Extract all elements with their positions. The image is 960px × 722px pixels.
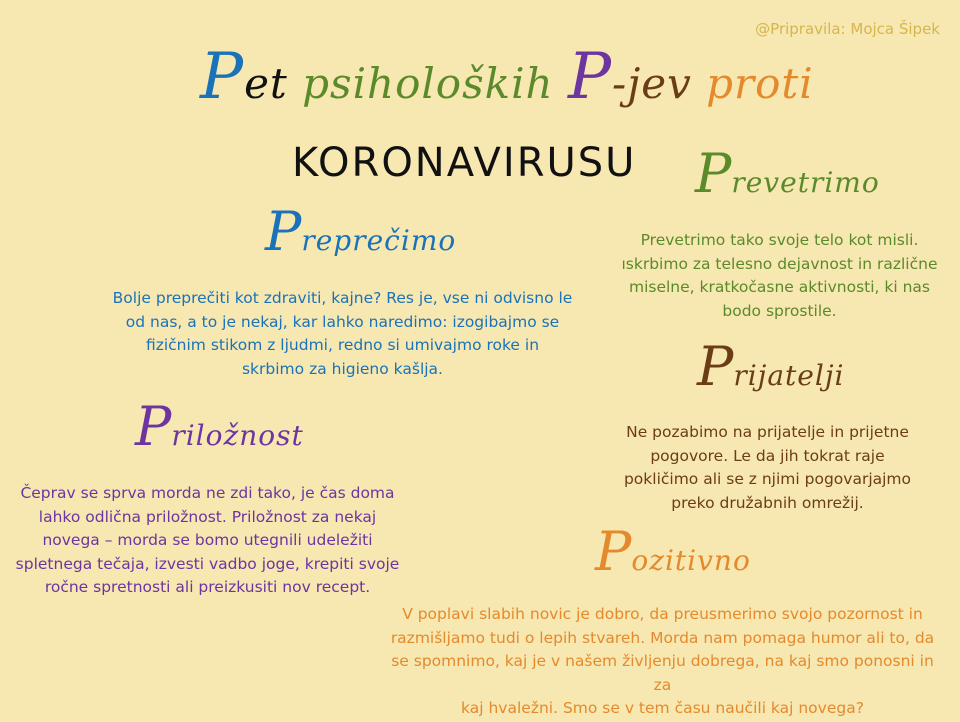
text-line: kaj hvaležni. Smo se v tem času naučili kaj novega? — [461, 699, 864, 717]
text-line: skrbimo za higieno kašlja. — [241, 359, 443, 378]
text-line: fizičnim stikom z ljudmi, redno si umivajmo roke in — [145, 336, 540, 354]
text-line: se spomnimo, kaj je v našem življenju dobrega, na kaj smo ponosni in za — [391, 652, 934, 694]
paragraph-prevetrimo — [612, 229, 947, 323]
heading-prevetrimo-rest: revetrimo — [731, 166, 880, 199]
heading-prijatelji-rest: rijatelji — [733, 359, 845, 392]
title-word-1-cap: P — [200, 40, 245, 114]
text-line: Prevetrimo tako svoje telo kot misli. — [640, 231, 919, 249]
paragraph-preprecimo — [100, 287, 585, 381]
title-word-3-cap: P — [567, 40, 612, 114]
heading-prevetrimo — [695, 142, 880, 205]
page-subtitle: KORONAVIRUSU — [292, 140, 637, 186]
title-word-3-rest: -jev — [612, 59, 692, 108]
text-line: ročne spretnosti ali preizkusiti nov recept. — [44, 578, 371, 596]
text-line: miselne, kratkočasne aktivnosti, ki nas — [628, 278, 930, 296]
title-word-1-rest: et — [244, 59, 288, 108]
text-line: razmišljamo tudi o lepih stvareh. Morda nam pomaga humor ali to, da — [390, 628, 935, 647]
page-title — [200, 40, 814, 114]
paragraph-priloznost — [10, 482, 405, 600]
text-line: preko družabnih omrežij. — [671, 493, 864, 512]
text-line: pogovore. Le da jih tokrat raje — [650, 446, 885, 465]
text-line: novega – morda se bomo utegnili udeležiti — [42, 531, 373, 549]
text-line: spletnega tečaja, izvesti vadbo joge, krepiti svoje — [15, 554, 400, 573]
heading-priloznost-rest: riložnost — [171, 419, 304, 452]
heading-pozitivno — [595, 520, 751, 583]
heading-preprecimo-rest: reprečimo — [301, 224, 457, 257]
title-word-2: psiholoških — [302, 59, 554, 108]
heading-prijatelji-cap: P — [697, 335, 734, 398]
paragraph-pozitivno — [380, 603, 945, 721]
text-line: pokličimo ali se z njimi pogovarjajmo — [623, 470, 912, 488]
heading-prevetrimo-cap: P — [695, 142, 732, 205]
author-credit: @Pripravila: Mojca Šipek — [755, 20, 940, 38]
text-line: Bolje preprečiti kot zdraviti, kajne? Res je, vse ni odvisno le — [112, 289, 573, 307]
text-line: V poplavi slabih novic je dobro, da preusmerimo svojo pozornost in — [402, 605, 923, 623]
heading-preprecimo — [265, 200, 456, 263]
heading-prijatelji — [697, 335, 844, 398]
heading-preprecimo-cap: P — [265, 200, 302, 263]
heading-pozitivno-rest: ozitivno — [631, 544, 751, 577]
text-line: ıskrbimo za telesno dejavnost in različne — [621, 254, 938, 273]
heading-pozitivno-cap: P — [595, 520, 632, 583]
text-line: od nas, a to je nekaj, kar lahko naredimo: izogibajmo se — [125, 312, 560, 331]
text-line: Čeprav se sprva morda ne zdi tako, je čas doma — [20, 484, 395, 502]
text-line: Ne pozabimo na prijatelje in prijetne — [626, 423, 909, 441]
heading-priloznost — [135, 395, 304, 458]
paragraph-prijatelji — [600, 421, 935, 515]
text-line: bodo sprostile. — [722, 301, 837, 320]
text-line: lahko odlična priložnost. Priložnost za nekaj — [38, 507, 377, 526]
heading-priloznost-cap: P — [135, 395, 172, 458]
title-word-4: proti — [706, 59, 814, 108]
